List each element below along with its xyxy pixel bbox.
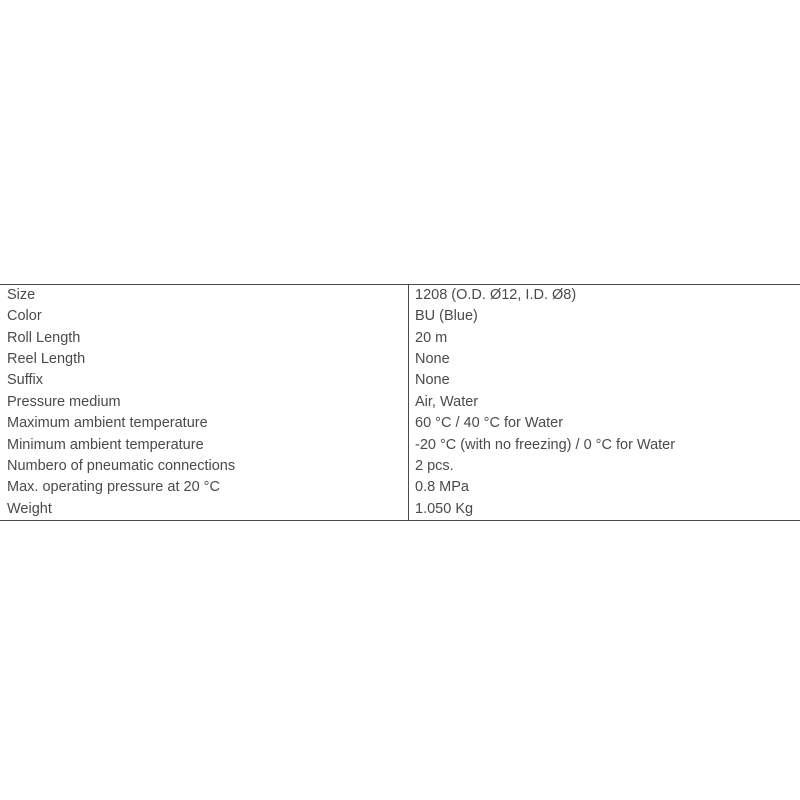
spec-value: 1208 (O.D. Ø12, I.D. Ø8) bbox=[409, 285, 800, 307]
spec-row-min-ambient-temperature bbox=[0, 434, 800, 455]
spec-row-suffix bbox=[0, 370, 800, 391]
spec-label: Pressure medium bbox=[0, 392, 409, 413]
spec-value: BU (Blue) bbox=[415, 308, 478, 325]
spec-value: -20 °C (with no freezing) / 0 °C for Water bbox=[415, 436, 676, 453]
spec-label: Numbero of pneumatic connections bbox=[0, 456, 409, 477]
spec-value: 20 m bbox=[415, 329, 448, 346]
spec-label: Weight bbox=[0, 499, 409, 521]
spec-label: Reel Length bbox=[0, 349, 409, 370]
spec-value: None bbox=[415, 350, 450, 367]
spec-label: Size bbox=[0, 285, 409, 307]
spec-value: 0.8 MPa bbox=[415, 479, 469, 496]
spec-row-max-ambient-temperature bbox=[0, 413, 800, 434]
spec-row-color bbox=[0, 306, 800, 327]
spec-value: 2 pcs. bbox=[415, 457, 454, 474]
spec-row-pressure-medium bbox=[0, 392, 800, 413]
spec-row-size bbox=[0, 285, 800, 307]
spec-row-max-operating-pressure bbox=[0, 477, 800, 498]
spec-row-pneumatic-connections bbox=[0, 456, 800, 477]
spec-label: Color bbox=[0, 306, 409, 327]
spec-value: 1.050 Kg bbox=[409, 499, 800, 521]
spec-row-roll-length bbox=[0, 327, 800, 348]
spec-label: Minimum ambient temperature bbox=[0, 434, 409, 455]
spec-label: Max. operating pressure at 20 °C bbox=[0, 477, 409, 498]
spec-value: Air, Water bbox=[415, 393, 479, 410]
spec-value: 60 °C / 40 °C for Water bbox=[415, 415, 564, 432]
spec-row-weight bbox=[0, 499, 800, 521]
spec-label: Roll Length bbox=[0, 327, 409, 348]
spec-table bbox=[0, 284, 800, 521]
spec-label: Maximum ambient temperature bbox=[0, 413, 409, 434]
spec-row-reel-length bbox=[0, 349, 800, 370]
spec-value: None bbox=[415, 372, 450, 389]
spec-label: Suffix bbox=[0, 370, 409, 391]
